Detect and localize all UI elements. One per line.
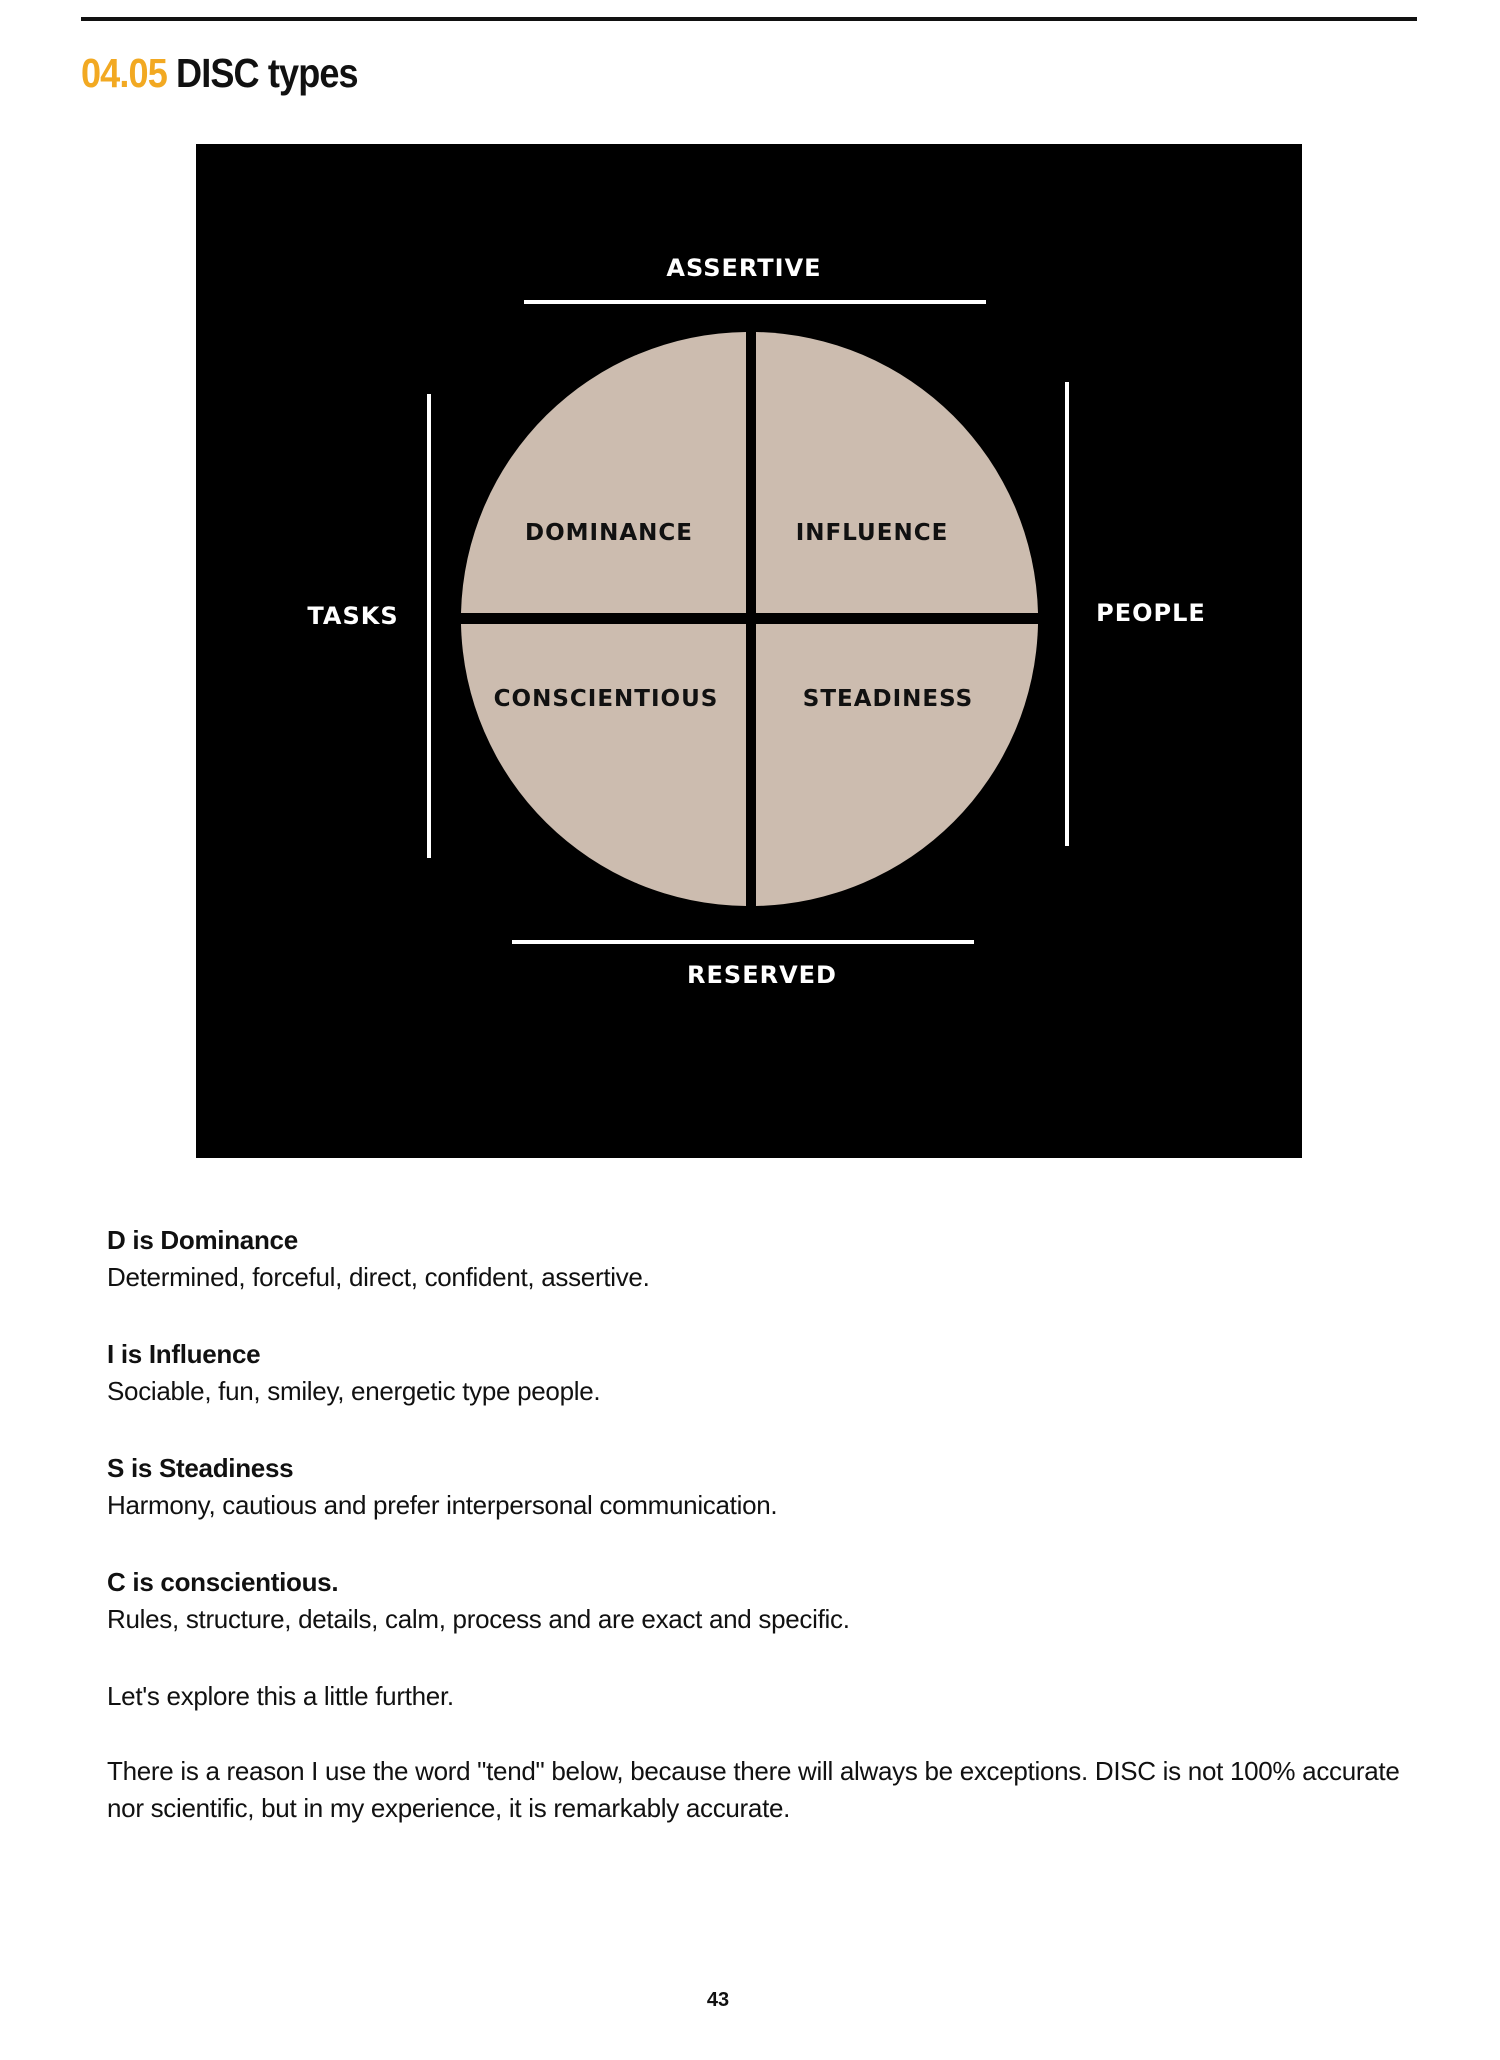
axis-label-reserved: RESERVED	[687, 961, 837, 989]
body-content	[107, 1222, 1407, 1865]
definition-steadiness	[107, 1450, 1407, 1524]
quadrant-dominance	[461, 332, 746, 613]
quadrant-label-conscientious: CONSCIENTIOUS	[493, 686, 719, 712]
top-axis-line	[524, 300, 986, 304]
quadrant-label-influence: INFLUENCE	[795, 520, 949, 546]
quadrant-label-dominance: DOMINANCE	[525, 520, 693, 546]
quadrant-influence	[756, 332, 1038, 613]
axis-label-tasks: TASKS	[307, 602, 399, 630]
definition-text: Harmony, cautious and prefer interpersonal communication.	[107, 1490, 778, 1520]
disc-diagram-svg	[196, 144, 1302, 1158]
definition-text: Sociable, fun, smiley, energetic type people.	[107, 1376, 601, 1406]
definition-title: D is Dominance	[107, 1225, 298, 1255]
axis-label-assertive: ASSERTIVE	[666, 254, 822, 282]
left-axis-line	[427, 394, 431, 858]
definition-conscientious	[107, 1564, 1407, 1638]
axis-label-people: PEOPLE	[1096, 599, 1206, 627]
definition-text: Determined, forceful, direct, confident, assertive.	[107, 1262, 650, 1292]
definition-title: I is Influence	[107, 1339, 261, 1369]
quadrant-steadiness	[756, 624, 1038, 906]
definition-title: S is Steadiness	[107, 1453, 294, 1483]
intro-paragraph: Let's explore this a little further.	[107, 1681, 454, 1711]
quadrant-conscientious	[461, 624, 746, 906]
bottom-axis-line	[512, 940, 974, 944]
right-axis-line	[1065, 382, 1069, 846]
section-number: 04.05	[81, 50, 167, 96]
disc-diagram	[196, 144, 1302, 1158]
top-rule	[81, 17, 1417, 21]
page-number: 43	[706, 1989, 730, 2011]
definition-dominance	[107, 1222, 1407, 1296]
definition-influence	[107, 1336, 1407, 1410]
section-title: DISC types	[176, 50, 358, 96]
quadrant-label-steadiness: STEADINESS	[802, 686, 974, 712]
page-title	[81, 44, 358, 102]
definition-title: C is conscientious.	[107, 1567, 339, 1597]
definition-text: Rules, structure, details, calm, process and are exact and specific.	[107, 1604, 850, 1634]
disclaimer-paragraph: There is a reason I use the word "tend" below, because there will always be exceptions. DISC is not 100% accurate nor scientific, but in my experience, it is remarkably accurate.	[107, 1756, 1400, 1823]
